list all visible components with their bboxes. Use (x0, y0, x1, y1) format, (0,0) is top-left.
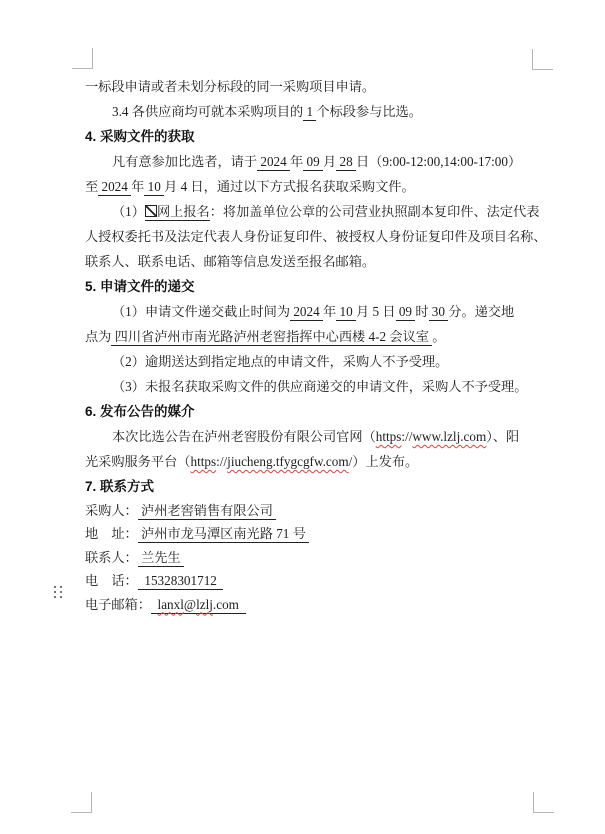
text-run: :// (401, 429, 413, 444)
filled-blank: .com (212, 596, 239, 612)
text-run: （2）逾期送达到指定地点的申请文件，采购人不予受理。 (112, 354, 449, 369)
text-line (85, 174, 550, 199)
filled-blank: 15328301712 (137, 573, 224, 589)
drag-handle-icon[interactable] (54, 586, 62, 598)
text-run: 个标段参与比选。 (316, 104, 422, 119)
filled-blank: @ (183, 596, 197, 612)
text-run: 电子邮箱： (85, 596, 151, 612)
filled-blank: 28 (336, 154, 356, 169)
text-boundary-mark-top-right (532, 49, 553, 70)
text-run: 时 (415, 304, 429, 319)
form-field-line (85, 522, 550, 545)
text-run: 联系人、联系电话、邮箱等信息发送至报名邮箱。 (85, 254, 376, 269)
text-run: 5. 申请文件的递交 (85, 279, 195, 294)
filled-blank: 2024 (257, 154, 291, 169)
filled-blank: 2024 (98, 179, 132, 194)
text-run: 凡有意参加比选者，请于 (112, 154, 258, 169)
form-field-line (85, 569, 550, 592)
heading-line (85, 124, 550, 149)
text-line (85, 199, 550, 224)
filled-blank: 30 (428, 304, 449, 319)
text-run: 月 5 日 (355, 304, 396, 319)
text-line (85, 74, 550, 99)
filled-blank: 网上报名 (156, 204, 210, 219)
text-run: 月 (323, 154, 337, 169)
filled-blank: 2024 (290, 304, 323, 319)
filled-blank: lanxl (157, 596, 184, 612)
text-boundary-mark-bottom-left (71, 792, 92, 813)
heading-line (85, 274, 550, 299)
form-field-line (85, 593, 550, 616)
filled-blank: 09 (303, 154, 323, 169)
text-line (85, 99, 550, 124)
text-line (85, 424, 550, 449)
text-line (85, 299, 550, 324)
filled-blank: 兰先生 (137, 549, 184, 565)
heading-line (85, 474, 550, 499)
text-run: /）上发布。 (348, 454, 419, 469)
text-run: 本次比选公告在泸州老窖股份有限公司官网（ (112, 429, 376, 444)
text-run: ）、阳 (486, 429, 520, 444)
form-field-line (85, 499, 550, 522)
heading-line (85, 399, 550, 424)
text-run: （1） (112, 204, 145, 219)
text-line (85, 374, 550, 399)
text-run: 日（9:00-12:00,14:00-17:00） (355, 154, 522, 169)
text-run: www.lzlj.com (412, 429, 487, 444)
text-run: 联系人： (85, 549, 138, 565)
text-run: 7. 联系方式 (85, 479, 155, 494)
checked-box-wrap (145, 204, 157, 221)
text-line (85, 349, 550, 374)
text-run: :// (216, 454, 228, 469)
filled-blank: 1 (303, 104, 317, 119)
text-line (85, 149, 550, 174)
filled-blank: 10 (336, 304, 356, 319)
filled-blank (239, 597, 246, 614)
text-run: 电 话： (85, 573, 138, 589)
text-line (85, 249, 550, 274)
filled-blank: lzlj (196, 596, 213, 612)
filled-blank: 四川省泸州市南光路泸州老窖指挥中心西楼 4-2 会议室 (111, 329, 433, 344)
text-run: 。 (432, 329, 446, 344)
text-run: 人授权委托书及法定代表人身份证复印件、被授权人身份证复印件及项目名称、 (85, 229, 547, 244)
filled-blank (151, 597, 158, 614)
text-run: 年 (131, 179, 145, 194)
text-run: 年 (323, 304, 337, 319)
checked-box-icon (145, 205, 157, 217)
filled-blank: 09 (395, 304, 416, 319)
text-run: （1）申请文件递交截止时间为 (112, 304, 291, 319)
text-run: 光采购服务平台（ (85, 454, 191, 469)
text-run: 地 址： (85, 526, 138, 542)
filled-blank: 泸州市龙马潭区南光路 71 号 (137, 526, 310, 542)
text-run: 6. 发布公告的媒介 (85, 404, 195, 419)
text-run: （3）未报名获取采购文件的供应商递交的申请文件，采购人不予受理。 (112, 379, 528, 394)
text-boundary-mark-top-left (72, 48, 93, 69)
text-line (85, 324, 550, 349)
text-run: 4. 采购文件的获取 (85, 129, 195, 144)
filled-blank: 泸州老窖销售有限公司 (137, 503, 277, 518)
text-line (85, 449, 550, 474)
text-run: 至 (85, 179, 99, 194)
text-run: 一标段申请或者未划分标段的同一采购项目申请。 (85, 79, 376, 94)
text-run: 3.4 各供应商均可就本采购项目的 (112, 104, 304, 119)
text-run: 点为 (85, 329, 112, 344)
text-line (85, 224, 550, 249)
text-run: 年 (290, 154, 304, 169)
document-body (85, 74, 550, 616)
filled-blank: 10 (144, 179, 165, 194)
text-run: 分。递交地 (448, 304, 515, 319)
form-field-line (85, 546, 550, 569)
text-run: 采购人： (85, 503, 138, 518)
text-run: jiucheng.tfygcgfw.com (227, 454, 349, 469)
text-run: ：将加盖单位公章的公司营业执照副本复印件、法定代表 (209, 204, 540, 219)
text-run: https (375, 429, 402, 444)
text-boundary-mark-bottom-right (533, 792, 554, 813)
text-run: https (190, 454, 217, 469)
text-run: 月 4 日，通过以下方式报名获取采购文件。 (164, 179, 415, 194)
